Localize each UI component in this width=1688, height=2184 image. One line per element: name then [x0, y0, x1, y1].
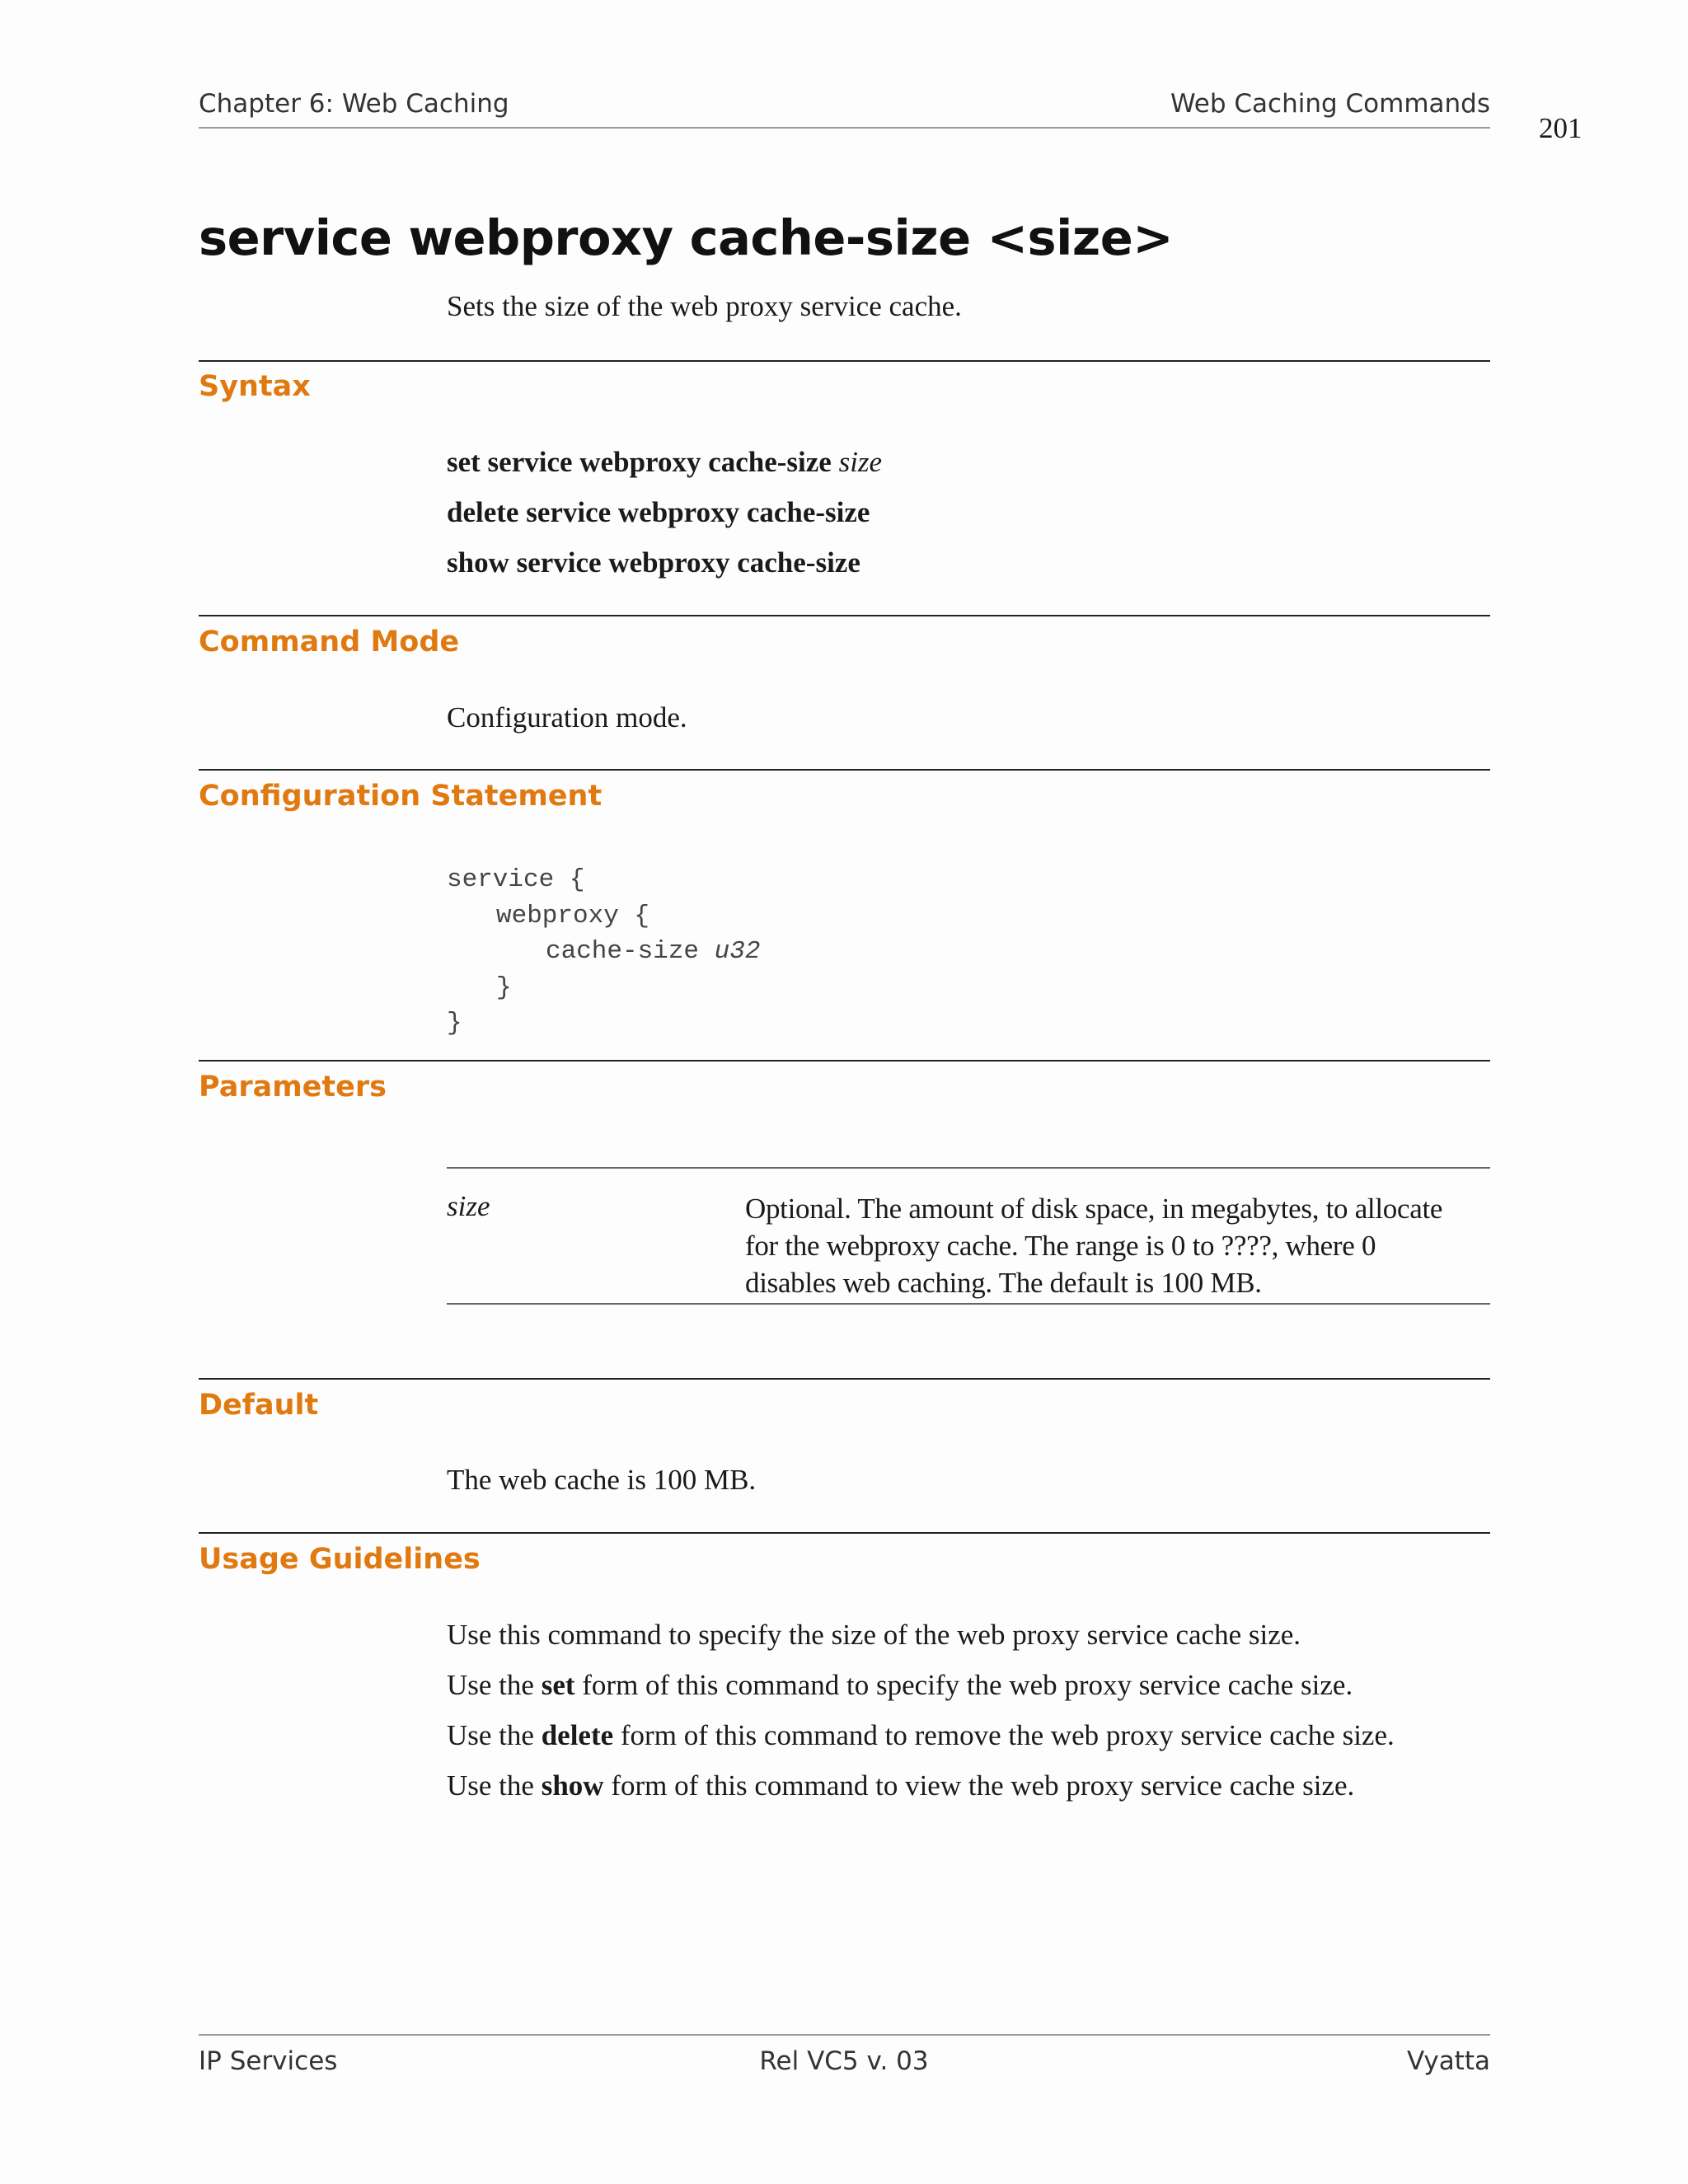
- configuration-code-block: [447, 862, 760, 1042]
- code-line: }: [447, 1009, 462, 1038]
- usage-keyword: show: [541, 1769, 604, 1802]
- usage-text: Use the: [447, 1719, 534, 1751]
- syntax-command: delete service webproxy cache-size: [447, 496, 870, 528]
- footer-left: IP Services: [199, 2046, 338, 2076]
- code-keyword: cache-size: [546, 937, 700, 966]
- syntax-line: [447, 546, 860, 580]
- footer-center: Rel VC5 v. 03: [759, 2046, 929, 2076]
- section-divider: [199, 360, 1490, 362]
- usage-text: Use the: [447, 1669, 534, 1701]
- syntax-line: [447, 445, 882, 480]
- syntax-line: [447, 495, 870, 530]
- usage-line: Use this command to specify the size of the web proxy service cache size.: [447, 1619, 1301, 1651]
- section-divider: [199, 1060, 1490, 1062]
- usage-keyword: set: [541, 1669, 575, 1701]
- command-description: Sets the size of the web proxy service cache.: [447, 290, 962, 322]
- parameter-description: Optional. The amount of disk space, in megabytes, to allocate for the webproxy cache. The range is 0 to ????, where 0 disables web caching. The default is 100 MB.: [745, 1193, 1443, 1299]
- page-title: service webproxy cache-size <size>: [199, 209, 1174, 266]
- syntax-argument: size: [838, 446, 883, 478]
- section-heading-configuration-statement: Configuration Statement: [199, 780, 603, 813]
- usage-text: form of this command to specify the web proxy service cache size.: [582, 1669, 1353, 1701]
- section-divider: [199, 1532, 1490, 1534]
- usage-text: form of this command to remove the web proxy service cache size.: [620, 1719, 1395, 1751]
- footer-right: Vyatta: [1406, 2046, 1490, 2076]
- syntax-command: show service webproxy cache-size: [447, 546, 860, 579]
- parameter-name: size: [447, 1190, 490, 1222]
- usage-line: [447, 1769, 1354, 1803]
- section-heading-default: Default: [199, 1389, 319, 1422]
- usage-keyword: delete: [541, 1719, 614, 1751]
- section-heading-command-mode: Command Mode: [199, 626, 460, 658]
- command-mode-text: Configuration mode.: [447, 701, 687, 733]
- syntax-command: set service webproxy cache-size: [447, 446, 832, 478]
- usage-text: form of this command to view the web proxy service cache size.: [611, 1769, 1355, 1802]
- section-heading-parameters: Parameters: [199, 1071, 387, 1104]
- section-divider: [199, 769, 1490, 771]
- section-heading-usage-guidelines: Usage Guidelines: [199, 1543, 481, 1576]
- footer-divider: [199, 2034, 1490, 2036]
- code-line: }: [496, 972, 512, 1002]
- section-heading-syntax: Syntax: [199, 370, 311, 403]
- code-line: service {: [447, 865, 585, 894]
- code-line: [447, 934, 760, 970]
- usage-text: Use the: [447, 1769, 534, 1802]
- code-line: webproxy {: [496, 901, 650, 930]
- section-divider: [199, 1378, 1490, 1380]
- default-text: The web cache is 100 MB.: [447, 1464, 757, 1496]
- usage-line: [447, 1718, 1395, 1753]
- parameter-table-bottom-rule: [447, 1303, 1490, 1305]
- section-divider: [199, 615, 1490, 616]
- header-divider: [199, 127, 1490, 129]
- usage-line: [447, 1668, 1353, 1703]
- running-header-chapter: Chapter 6: Web Caching: [199, 89, 509, 119]
- code-argument: u32: [714, 937, 761, 966]
- page-number: 201: [1539, 112, 1582, 144]
- running-header-section: Web Caching Commands: [1170, 89, 1490, 119]
- parameter-table-top-rule: [447, 1167, 1490, 1169]
